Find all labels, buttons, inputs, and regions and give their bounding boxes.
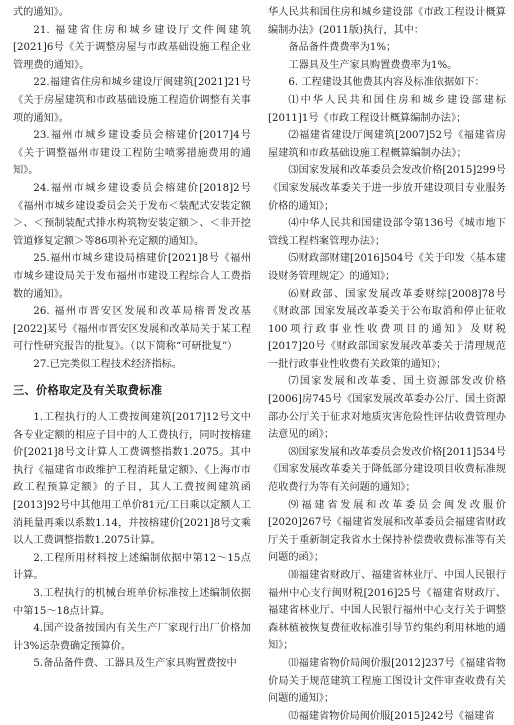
basis-item-1: ⑴中华人民共和国住房和城乡建设部建标[2011]1号《市政工程设计概算编制办法》； xyxy=(268,94,506,124)
reference-item-21: 21. 福建省住房和城乡建设厅文件闽建筑[2021]6号《关于调整房屋与市政基础设施工程企业管理费的通知》。 xyxy=(13,24,251,71)
basis-item-7: ⑺国家发展和改革委、国土资源部发改价格[2006]房745号《国家发展改革委办公厅、国土资源部办公厅关于征求对地质灾害危险性评估收费管理办法意见的函》； xyxy=(268,376,506,441)
pricing-item-4: 4.国产设备按国内有关生产厂家现行出厂价格加计3%运杂费确定预算价。 xyxy=(13,623,251,652)
pricing-item-1: 1.工程执行的人工费按闽建筑[2017]12号文中各专业定额的相应子目中的人工费执行，同时按榕建价[2021]8号文计算人工费调整指数1.2075。其中执行《福建省市政维护工程消耗量定额》、《上海市市政工程预算定额》的子目，其人工费按闽建筑函[2013]92号中其他用工单价81元/工日乘以定额人工消耗量再乘以系数1.14，并按榕建价[2021]8号文乘以人工费调整指数1.2075计算。 xyxy=(13,412,251,547)
pricing-item-5: 5.备品备件费、工器具及生产家具购置费按中 xyxy=(33,658,237,670)
right-lead-line-4: 6. 工程建设其他费其内容及标准依据如下： xyxy=(288,77,485,89)
basis-item-9: ⑼福建省发展和改革委员会闽发改服价[2020]267号《福建省发展和改革委员会福建省财政厅关于重新制定我省水土保持补偿费收费标准等有关问题的函》； xyxy=(268,499,506,564)
pricing-item-3: 3.工程执行的机械台班单价标准按上述编制依据中第15～18点计算。 xyxy=(13,588,251,617)
basis-item-3: ⑶国家发展和改革委员会发改价格[2015]299号《国家发展改革委关于进一步放开建设项目专业服务价格的通知》； xyxy=(268,165,506,212)
left-column xyxy=(13,4,251,673)
right-lead-line-3: 工器具及生产家具购置费费率为1%。 xyxy=(288,59,458,71)
right-column xyxy=(268,4,506,725)
section-heading: 三、价格取定及有关取费标准 xyxy=(13,384,163,398)
pricing-item-2: 2.工程所用材料按上述编制依据中第12～15点计算。 xyxy=(13,552,251,582)
reference-item-27: 27.已完类似工程技术经济指标。 xyxy=(33,358,183,370)
basis-item-2: ⑵福建省建设厅闽建筑[2007]52号《福建省房屋建筑和市政基础设施工程概算编制办法》； xyxy=(268,130,506,159)
basis-item-11: ⑾福建省物价局闽价服[2012]237号《福建省物价局关于规范建筑工程施工图设计文件审查收费有关问题的通知》； xyxy=(268,657,506,705)
right-lead-line-1: 华人民共和国住房和城乡建设部《市政工程设计概算编制办法》(2011版)执行，其中： xyxy=(268,7,506,36)
reference-item-23: 23.福州市城乡建设委员会榕建价[2017]4号《关于调整福州市建设工程防尘喷雾措施费用的通知》。 xyxy=(13,130,251,177)
basis-item-10: ⑽福建省财政厅、福建省林业厅、中国人民银行福州中心支行闽财税[2016]25号《福建省财政厅、福建省林业厅、中国人民银行福州中心支行关于调整森林植被恢复费征收标准引导节约集约利用林地的通知》； xyxy=(268,570,506,652)
basis-item-12: ⑿福建省物价局闽价服[2015]242号《福建省 xyxy=(288,710,495,722)
reference-item-22: 22.福建省住房和城乡建设厅闽建筑[2021]21号《关于房屋建筑和市政基础设施工程造价调整有关事项的通知》。 xyxy=(13,77,251,124)
right-lead-line-2: 备品备件费费率为1%； xyxy=(288,42,397,54)
basis-item-6: ⑹财政部、国家发展改革委财综[2008]78号《财政部 国家发展改革委关于公布取消和停止征收100项行政事业性收费项目的通知》及财税[2017]20号《财政部国家发展改革委关于清理规范一批行政事业性收费有关政策的通知》； xyxy=(268,288,506,370)
left-lead-text: 式的通知》。 xyxy=(13,7,70,18)
reference-item-24: 24.福州市城乡建设委员会榕建价[2018]2号《福州市城乡建设委员会关于发布＜装配式安装定额＞、＜预制装配式排水构筑物安装定额＞、＜非开挖管道修复定额＞等86项补充定额的通知》。 xyxy=(13,182,251,247)
basis-item-8: ⑻国家发展和改革委员会发改价格[2011]534号《国家发展改革委关于降低部分建设项目收费标准规范收费行为等有关问题的通知》； xyxy=(268,446,506,494)
basis-item-4: ⑷中华人民共和国建设部令第136号《城市地下管线工程档案管理办法》； xyxy=(268,218,506,247)
reference-item-26: 26. 福州市晋安区发展和改革局榕晋发改基[2022]某号《福州市晋安区发展和改革局关于某工程可行性研究报告的批复》。（以下简称“可研批复”） xyxy=(13,306,251,353)
basis-item-5: ⑸财政部财建[2016]504号《关于印发〈基本建设财务管理规定〉的通知》； xyxy=(268,253,506,282)
reference-item-25: 25.福州市城乡建设局榕建价[2021]8号《福州市城乡建设局关于发布福州市建设工程综合人工费指数的通知》。 xyxy=(13,253,251,300)
